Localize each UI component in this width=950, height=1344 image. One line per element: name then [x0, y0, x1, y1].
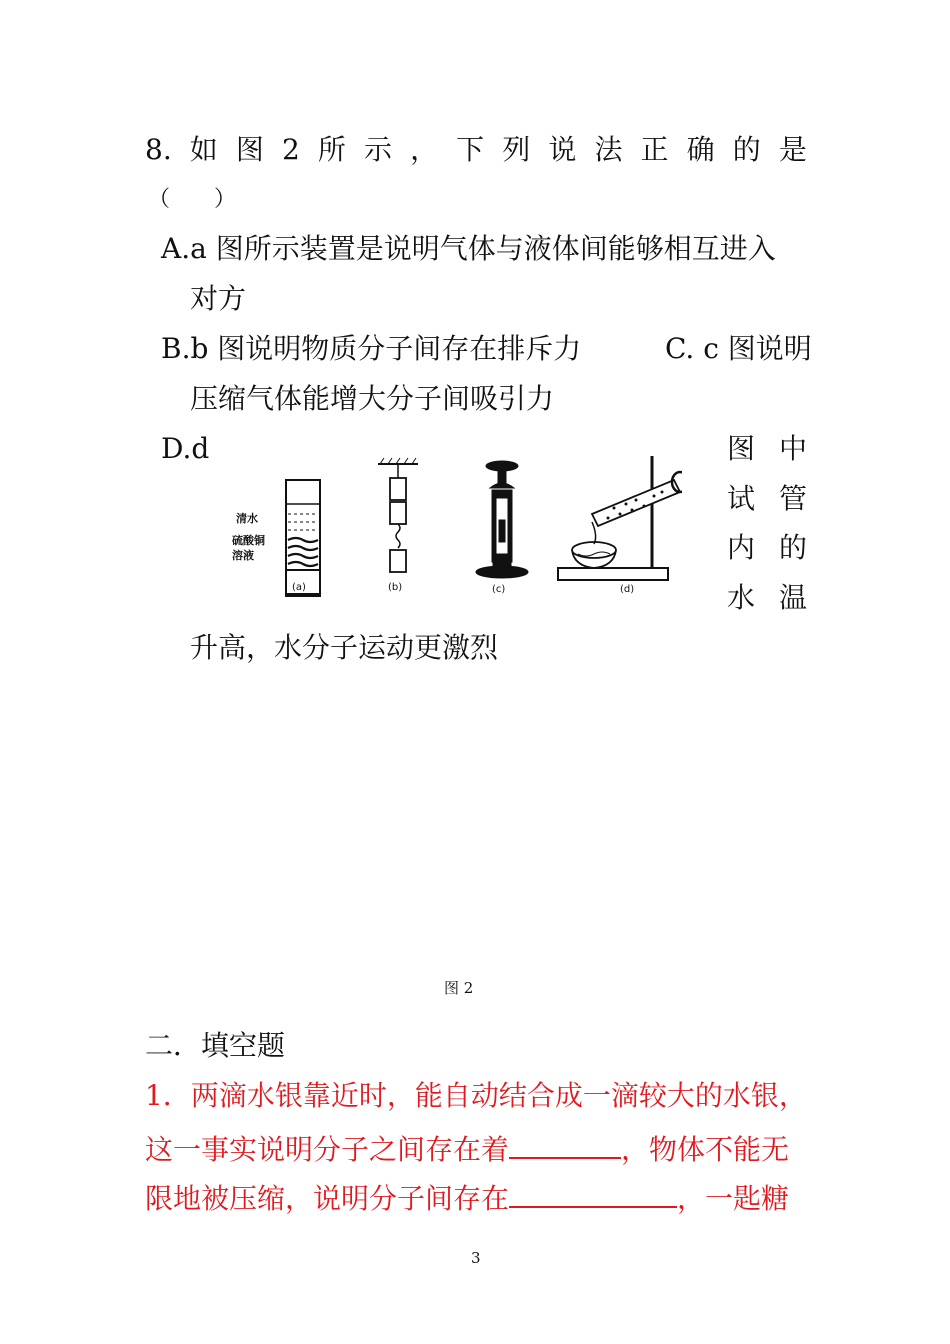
- sub-label-b: (b): [388, 582, 403, 593]
- figure-caption: 图 2: [444, 979, 474, 997]
- side-char: 图: [727, 432, 756, 465]
- fill-question-1-line1: 1．两滴水银靠近时，能自动结合成一滴较大的水银，: [145, 1079, 807, 1112]
- option-a-line1: A.a 图所示装置是说明气体与液体间能够相互进入: [161, 232, 776, 265]
- section-2-heading: 二．填空题: [145, 1029, 286, 1062]
- answer-blank[interactable]: [509, 1129, 621, 1159]
- label-cuso4-2: 溶液: [232, 549, 254, 562]
- label-water: 清水: [236, 512, 258, 525]
- stem-char: 确: [686, 133, 715, 166]
- side-char: 试: [727, 482, 756, 515]
- option-d-side-row: [727, 581, 807, 615]
- side-char: 的: [778, 531, 807, 564]
- apparatus-figure: [222, 442, 682, 602]
- option-a-line2: 对方: [190, 282, 247, 315]
- fill-question-1-line3: [145, 1178, 789, 1216]
- option-d-side-row: [727, 482, 807, 516]
- sub-label-c: (c): [492, 584, 506, 595]
- answer-blank[interactable]: [509, 1178, 677, 1208]
- option-d-start: D.d: [161, 432, 210, 465]
- side-char: 温: [778, 581, 807, 614]
- stem-char: 下: [456, 133, 485, 166]
- option-d-end: 升高，水分子运动更激烈: [190, 631, 499, 664]
- stem-char: 法: [594, 133, 623, 166]
- stem-char: 图: [235, 133, 264, 166]
- q1-text: ，物体不能无: [621, 1133, 790, 1166]
- stem-char: 示: [363, 133, 392, 166]
- side-char: 内: [727, 531, 756, 564]
- stem-char: 的: [732, 133, 761, 166]
- q1-text: ，一匙糖: [677, 1182, 790, 1215]
- option-d-side-row: [727, 432, 807, 466]
- stem-char: 如: [189, 133, 218, 166]
- figure-b-hanging-blocks: [378, 458, 418, 572]
- option-b: B.b 图说明物质分子间存在排斥力: [161, 332, 582, 365]
- sub-label-a: (a): [292, 582, 306, 593]
- figure-a-cylinder: [286, 480, 320, 596]
- stem-char: 列: [502, 133, 531, 166]
- option-c-start: C. c 图说明: [665, 332, 812, 365]
- figure-c-compression: [476, 461, 528, 578]
- option-c-line2: 压缩气体能增大分子间吸引力: [190, 382, 555, 415]
- fill-question-1-line2: [145, 1129, 789, 1167]
- question-8-stem: [145, 133, 807, 167]
- option-d-side-row: [727, 531, 807, 565]
- answer-parentheses: （ ）: [148, 187, 237, 212]
- stem-char: 所: [317, 133, 346, 166]
- stem-char: 正: [640, 133, 669, 166]
- page-number: 3: [471, 1249, 481, 1267]
- q1-text: 限地被压缩，说明分子间存在: [145, 1182, 510, 1215]
- q1-text: 这一事实说明分子之间存在着: [145, 1133, 510, 1166]
- side-char: 中: [778, 432, 807, 465]
- stem-char: 2: [281, 133, 300, 166]
- stem-char: 8.: [145, 133, 172, 166]
- stem-char: ，: [410, 133, 439, 166]
- sub-label-d: (d): [620, 584, 635, 595]
- side-char: 管: [778, 482, 807, 515]
- stem-char: 说: [548, 133, 577, 166]
- stem-char: 是: [778, 133, 807, 166]
- figure-d-test-tube: [558, 456, 682, 580]
- side-char: 水: [727, 581, 756, 614]
- label-cuso4-1: 硫酸铜: [232, 534, 265, 547]
